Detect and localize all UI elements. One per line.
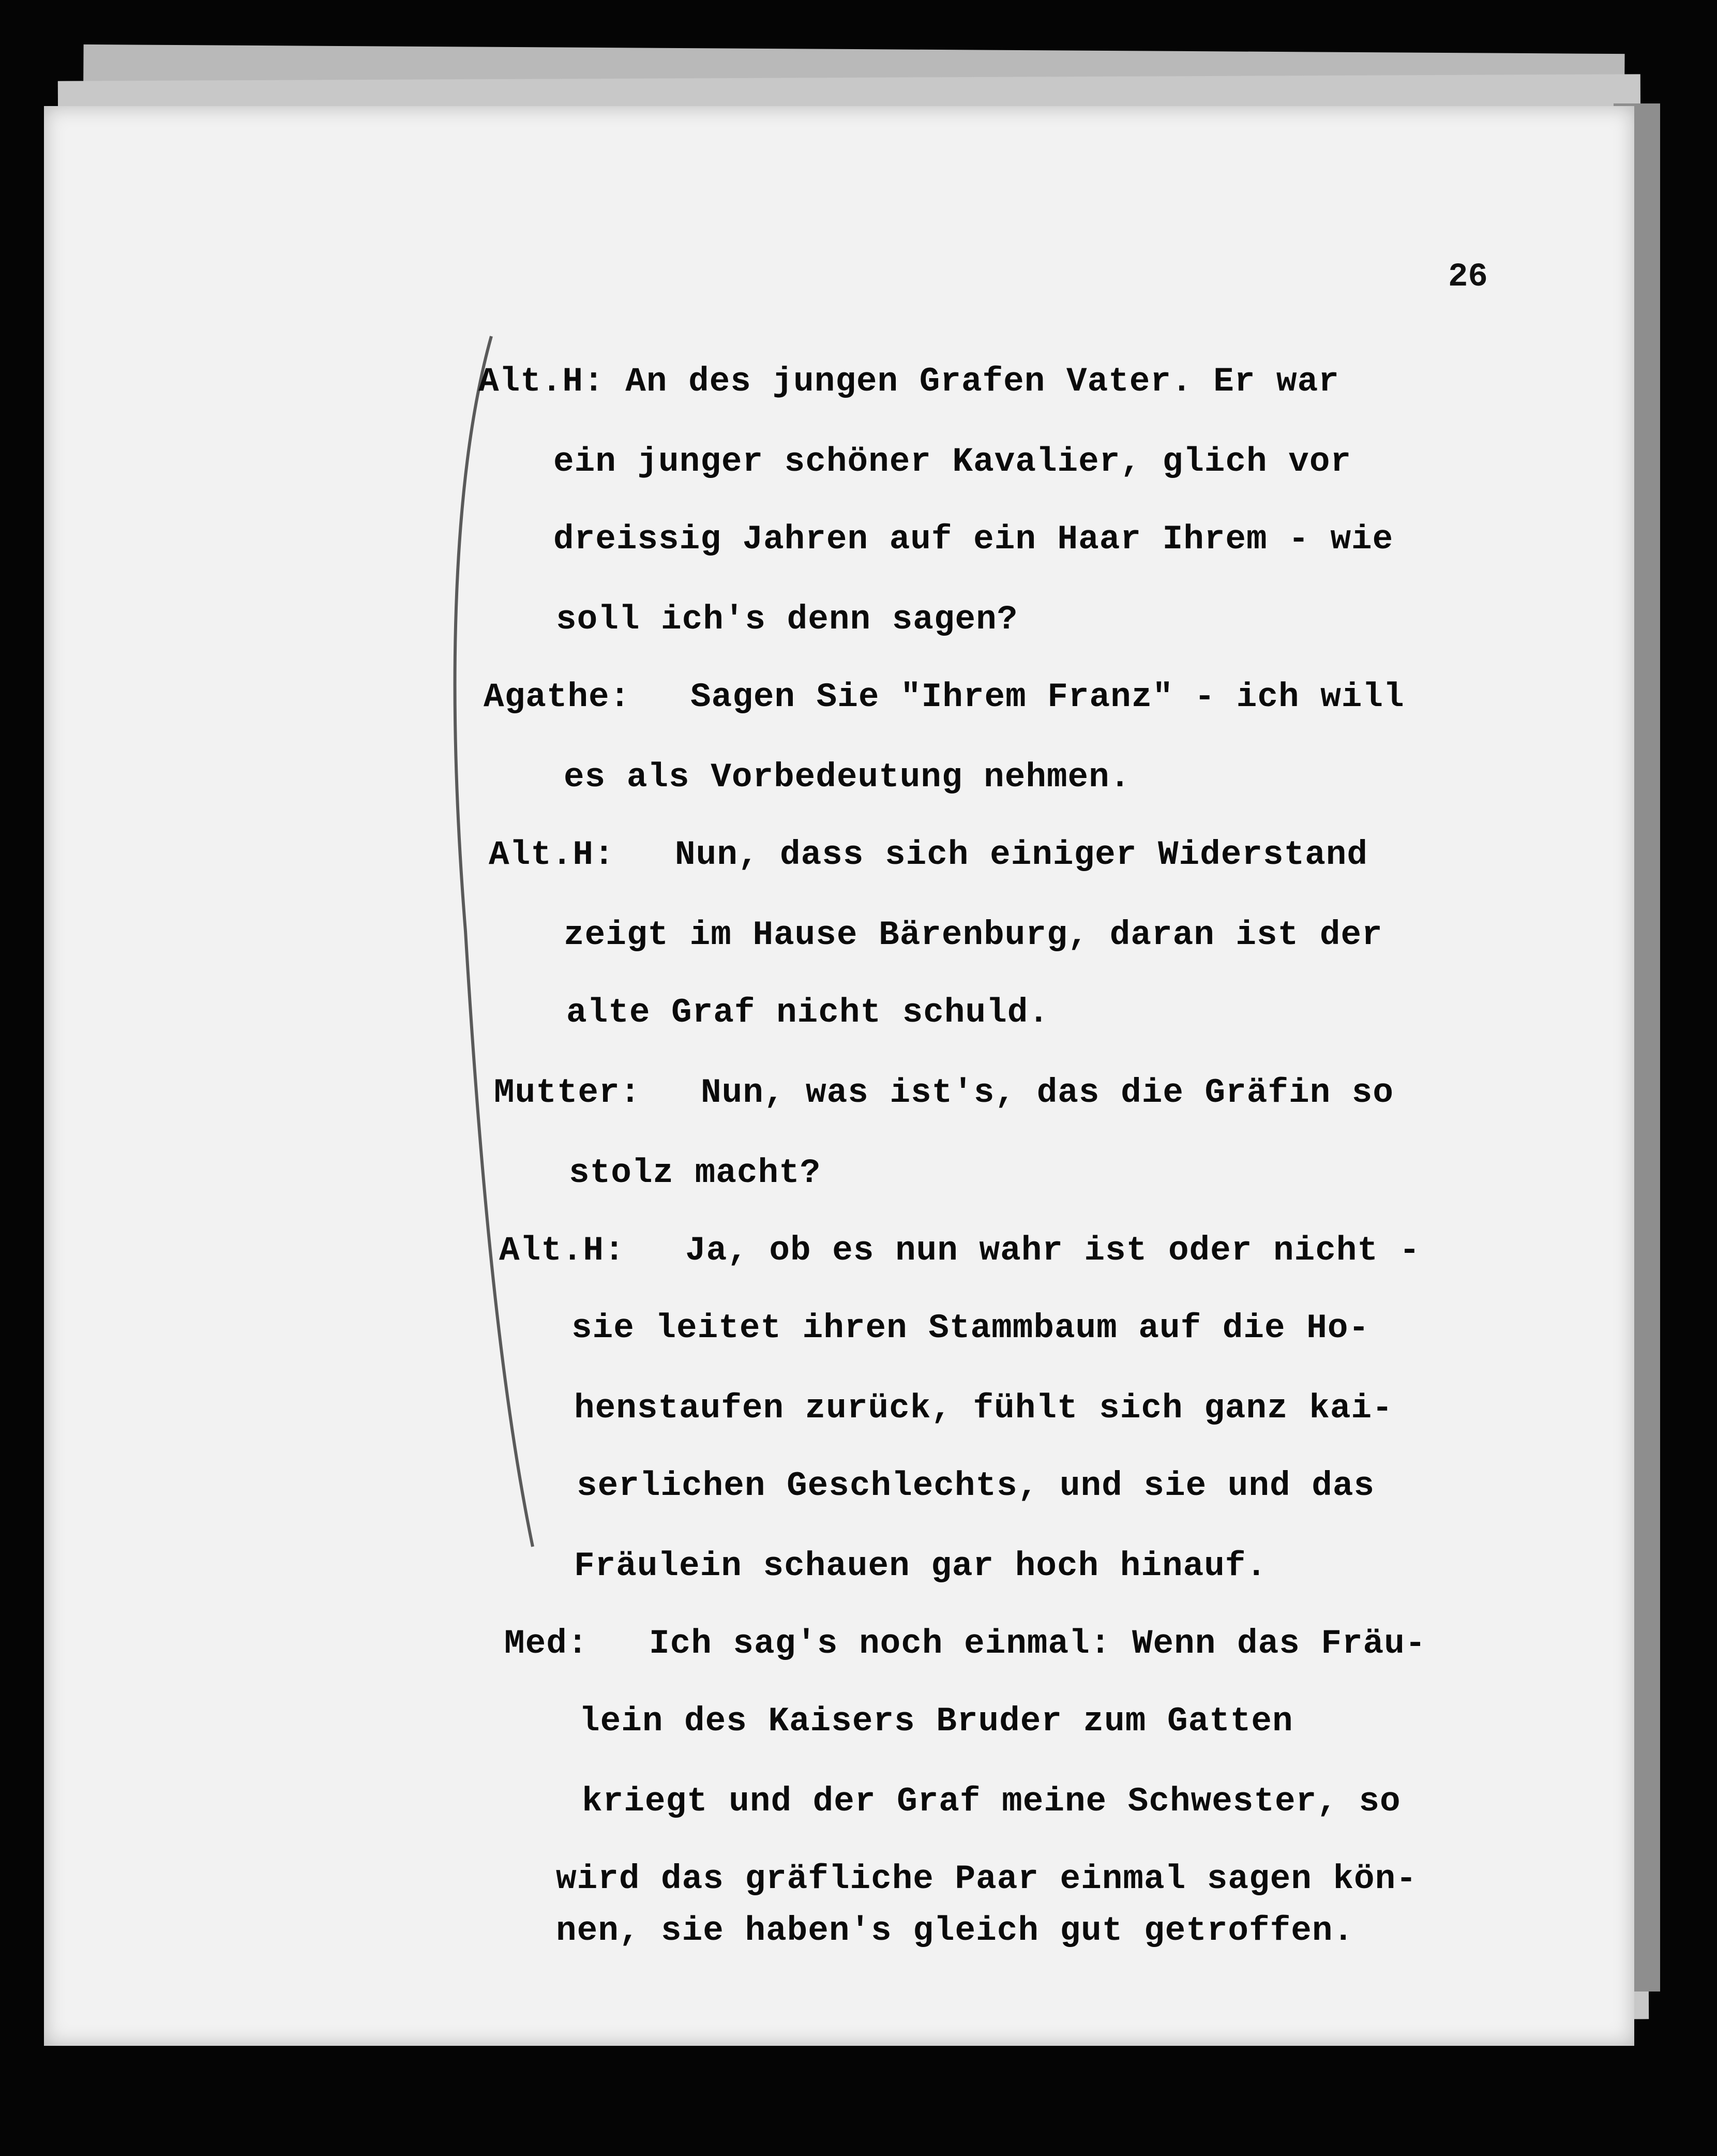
script-line	[504, 1624, 1426, 1663]
script-line	[499, 1231, 1420, 1270]
line-text: Sagen Sie "Ihrem Franz" - ich will	[690, 678, 1405, 716]
script-line	[556, 1911, 1354, 1950]
script-line	[553, 520, 1393, 559]
speaker-label: Alt.H:	[489, 835, 615, 874]
script-line	[478, 362, 1339, 401]
script-line	[579, 1702, 1293, 1741]
line-text: Nun, dass sich einiger Widerstand	[675, 835, 1368, 874]
script-line	[574, 1547, 1267, 1585]
script-line	[489, 835, 1368, 874]
page-number: 26	[1448, 259, 1488, 296]
line-text: alte Graf nicht schuld.	[566, 993, 1049, 1032]
line-text: Ich sag's noch einmal: Wenn das Fräu-	[649, 1624, 1426, 1663]
line-text: stolz macht?	[569, 1154, 821, 1192]
speaker-label: Alt.H:	[499, 1231, 625, 1270]
speaker-label: Alt.H:	[478, 362, 605, 401]
line-text: soll ich's denn sagen?	[556, 600, 1018, 639]
script-line	[574, 1389, 1393, 1428]
script-line	[566, 993, 1049, 1032]
line-text: henstaufen zurück, fühlt sich ganz kai-	[574, 1389, 1393, 1428]
line-text: sie leitet ihren Stammbaum auf die Ho-	[571, 1309, 1370, 1348]
line-text: dreissig Jahren auf ein Haar Ihrem - wie	[553, 520, 1394, 559]
line-text: Nun, was ist's, das die Gräfin so	[701, 1073, 1394, 1112]
line-text: Ja, ob es nun wahr ist oder nicht -	[685, 1231, 1421, 1270]
line-text: es als Vorbedeutung nehmen.	[564, 758, 1131, 797]
line-text: zeigt im Hause Bärenburg, daran ist der	[564, 916, 1383, 954]
speaker-label: Agathe:	[484, 678, 631, 716]
script-line	[577, 1466, 1375, 1505]
speaker-label: Mutter:	[494, 1073, 641, 1112]
script-line	[564, 916, 1383, 954]
line-text: An des jungen Grafen Vater. Er war	[625, 362, 1339, 401]
line-text: Fräulein schauen gar hoch hinauf.	[574, 1547, 1268, 1585]
line-text: nen, sie haben's gleich gut getroffen.	[556, 1911, 1354, 1950]
script-line	[484, 678, 1405, 716]
line-text: kriegt und der Graf meine Schwester, so	[582, 1782, 1401, 1821]
line-text: wird das gräfliche Paar einmal sagen kön-	[556, 1860, 1417, 1898]
script-line	[564, 758, 1131, 797]
script-line	[553, 442, 1351, 481]
speaker-label: Med:	[504, 1624, 589, 1663]
script-line	[571, 1309, 1369, 1348]
line-text: serlichen Geschlechts, und sie und das	[577, 1466, 1375, 1505]
script-line	[494, 1073, 1394, 1112]
line-text: lein des Kaisers Bruder zum Gatten	[579, 1702, 1293, 1741]
script-line	[556, 1860, 1417, 1898]
script-line	[569, 1154, 821, 1192]
script-line	[582, 1782, 1401, 1821]
script-line	[556, 600, 1018, 639]
line-text: ein junger schöner Kavalier, glich vor	[553, 442, 1352, 481]
